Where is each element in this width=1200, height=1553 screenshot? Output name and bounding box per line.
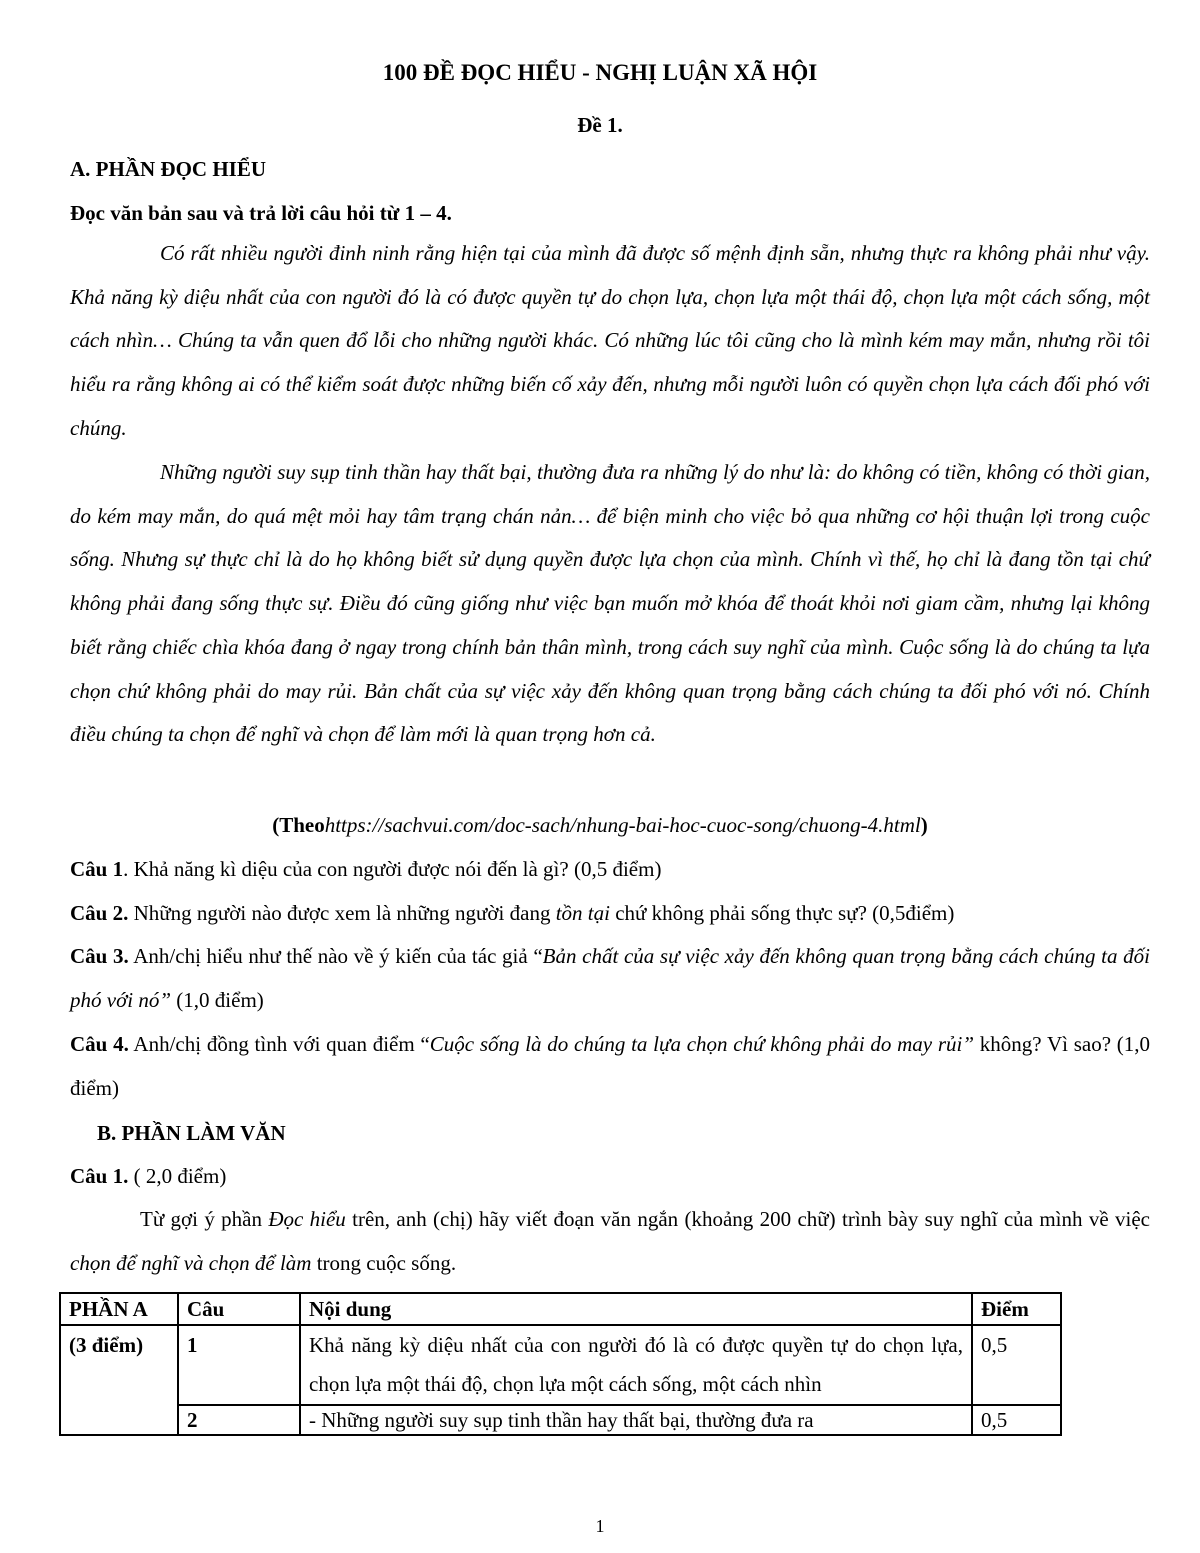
- question-3-text-italic: Bản chất của sự việc xảy đến không quan trọng bằng cách chúng ta đối phó với nó”: [70, 944, 1150, 1012]
- source-citation: [0, 812, 1200, 838]
- table-row: [60, 1325, 1061, 1405]
- question-1-text: . Khả năng kì diệu của con người được nói đến là gì? (0,5 điểm): [123, 857, 662, 881]
- table-part-points: (3 điểm): [60, 1325, 178, 1435]
- table-header-score: Điểm: [972, 1293, 1061, 1325]
- writing-prompt: [70, 1198, 1150, 1285]
- table-header-part: PHẦN A: [60, 1293, 178, 1325]
- document-title: 100 ĐỀ ĐỌC HIỂU - NGHỊ LUẬN XÃ HỘI: [382, 60, 818, 85]
- reading-instruction: Đọc văn bản sau và trả lời câu hỏi từ 1 – 4.: [70, 201, 452, 225]
- table-cell-content: Khả năng kỳ diệu nhất của con người đó là có được quyền tự do chọn lựa, chọn lựa một thái độ, chọn lựa một cách sống, một cách nhìn: [300, 1325, 972, 1405]
- question-4-label: Câu 4.: [70, 1032, 129, 1056]
- table-row: [60, 1405, 1061, 1435]
- table-header-row: [60, 1293, 1061, 1325]
- source-link[interactable]: https://sachvui.com/doc-sach/nhung-bai-hoc-cuoc-song/chuong-4.html: [324, 813, 921, 837]
- question-2-text-a: Những người nào được xem là những người đang: [128, 901, 556, 925]
- question-4-text-a: Anh/chị đồng tình với quan điểm “: [128, 1032, 430, 1056]
- question-2-label: Câu 2.: [70, 901, 129, 925]
- table-cell-question: 2: [178, 1405, 300, 1435]
- question-1-label: Câu 1: [70, 857, 124, 881]
- passage-paragraph-1: [70, 232, 1150, 451]
- writing-prompt-a: Từ gợi ý phần: [140, 1207, 269, 1231]
- table-header-question: Câu: [178, 1293, 300, 1325]
- writing-prompt-italic-1: Đọc hiểu: [268, 1207, 346, 1231]
- section-b-heading: B. PHẦN LÀM VĂN: [97, 1121, 286, 1145]
- writing-prompt-c: trong cuộc sống.: [311, 1250, 457, 1275]
- table-cell-score: 0,5: [972, 1325, 1061, 1405]
- exam-label: Đề 1.: [577, 113, 623, 137]
- question-3-text-a: Anh/chị hiểu như thế nào về ý kiến của tác giả “: [128, 944, 543, 968]
- source-suffix: ): [920, 813, 928, 837]
- answer-table: [59, 1292, 1062, 1436]
- question-1: [70, 848, 1150, 892]
- question-4-text-italic: Cuộc sống là do chúng ta lựa chọn chứ không phải do may rủi”: [429, 1032, 975, 1056]
- section-b-question-1: [70, 1163, 226, 1189]
- section-b-question-1-points: ( 2,0 điểm): [128, 1164, 227, 1188]
- passage-text-1: Có rất nhiều người đinh ninh rằng hiện tại của mình đã được số mệnh định sẵn, nhưng thực ra không phải như vậy. Khả năng kỳ diệu nhất của con người đó là có được quyền tự do chọn lựa, chọn lựa một thái độ, chọn lựa một cách sống, một cách nhìn… Chúng ta vẫn quen đổ lỗi cho những người khác. Có những lúc tôi cũng cho là mình kém may mắn, nhưng rồi tôi hiểu ra rằng không ai có thể kiểm soát được những biến cố xảy đến, nhưng mỗi người luôn có quyền chọn lựa cách đối phó với chúng.: [70, 241, 1150, 440]
- question-4: [70, 1023, 1150, 1110]
- passage-text-2: Những người suy sụp tinh thần hay thất bại, thường đưa ra những lý do như là: do không có tiền, không có thời gian, do kém may mắn, do quá mệt mỏi hay tâm trạng chán nản… để biện minh cho việc bỏ qua những cơ hội thuận lợi trong cuộc sống. Nhưng sự thực chỉ là do họ không biết sử dụng quyền được lựa chọn của mình. Chính vì thế, họ chỉ là đang tồn tại chứ không phải đang sống thực sự. Điều đó cũng giống như việc bạn muốn mở khóa để thoát khỏi nơi giam cầm, nhưng lại không biết rằng chiếc chìa khóa đang ở ngay trong chính bản thân mình, trong cách suy nghĩ của mình. Cuộc sống là do chúng ta lựa chọn chứ không phải do may rủi. Bản chất của sự việc xảy đến không quan trọng bằng cách chúng ta đối phó với nó. Chính điều chúng ta chọn để nghĩ và chọn để làm mới là quan trọng hơn cả.: [70, 460, 1150, 747]
- question-2-text-italic: tồn tại: [555, 901, 610, 925]
- table-cell-content: - Những người suy sụp tinh thần hay thất bại, thường đưa ra: [300, 1405, 972, 1435]
- source-prefix: (Theo: [272, 813, 325, 837]
- question-3-text-b: (1,0 điểm): [171, 987, 264, 1012]
- table-header-content: Nội dung: [300, 1293, 972, 1325]
- table-cell-score: 0,5: [972, 1405, 1061, 1435]
- section-a-heading: A. PHẦN ĐỌC HIỂU: [70, 157, 267, 181]
- writing-prompt-b: trên, anh (chị) hãy viết đoạn văn ngắn (khoảng 200 chữ) trình bày suy nghĩ của mình về việc: [345, 1207, 1150, 1231]
- table-cell-question: 1: [178, 1325, 300, 1405]
- question-2-text-b: chứ không phải sống thực sự? (0,5điểm): [609, 901, 955, 925]
- question-3: [70, 935, 1150, 1022]
- page-number: 1: [595, 1516, 605, 1536]
- question-2: [70, 892, 1150, 936]
- writing-prompt-italic-2: chọn để nghĩ và chọn để làm: [70, 1250, 312, 1275]
- question-3-label: Câu 3.: [70, 944, 129, 968]
- question-4-text-b: không? Vì sao? (1,0 điểm): [70, 1032, 1150, 1100]
- passage-paragraph-2: [70, 451, 1150, 757]
- section-b-question-1-label: Câu 1.: [70, 1164, 129, 1188]
